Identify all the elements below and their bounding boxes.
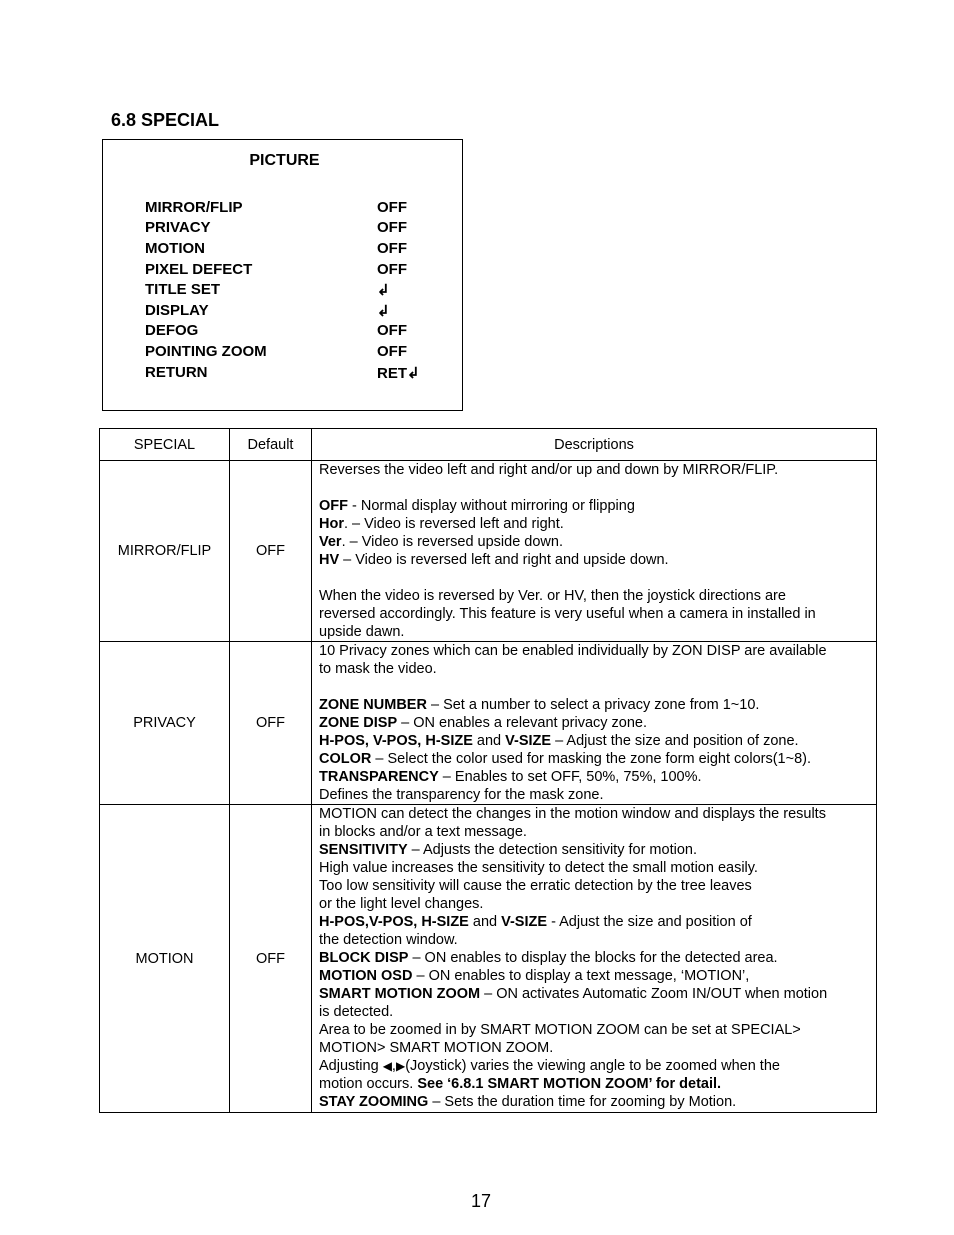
description-line: to mask the video. bbox=[319, 661, 437, 677]
column-header-special: SPECIAL bbox=[100, 429, 230, 461]
description-line: Reverses the video left and right and/or up and down by MIRROR/FLIP. bbox=[319, 462, 779, 478]
osd-row bbox=[145, 261, 445, 281]
page-number: 17 bbox=[470, 1191, 492, 1211]
osd-row-label: PRIVACY bbox=[145, 219, 211, 236]
osd-row bbox=[145, 219, 445, 239]
osd-row-value: OFF bbox=[377, 343, 407, 360]
row-setting-name: PRIVACY bbox=[100, 642, 230, 805]
osd-row-value: OFF bbox=[377, 219, 407, 236]
special-settings-table bbox=[99, 428, 877, 1113]
osd-row-value: RET↲ bbox=[377, 365, 420, 382]
section-title: 6.8 SPECIAL bbox=[111, 110, 220, 130]
description-line: HV – Video is reversed left and right and upside down. bbox=[319, 552, 669, 568]
osd-row-label: PIXEL DEFECT bbox=[145, 261, 253, 278]
osd-row bbox=[145, 199, 445, 219]
description-line: motion occurs. See ‘6.8.1 SMART MOTION ZOOM’ for detail. bbox=[319, 1076, 722, 1092]
osd-row bbox=[145, 364, 445, 384]
description-line: MOTION> SMART MOTION ZOOM. bbox=[319, 1040, 554, 1056]
table-row-motion bbox=[100, 805, 877, 1113]
osd-menu-box bbox=[102, 139, 463, 411]
table-header-row bbox=[100, 429, 877, 461]
description-line: SMART MOTION ZOOM – ON activates Automatic Zoom IN/OUT when motion bbox=[319, 986, 828, 1002]
description-line: H-POS, V-POS, H-SIZE and V-SIZE – Adjust the size and position of zone. bbox=[319, 733, 799, 749]
description-line: or the light level changes. bbox=[319, 896, 484, 912]
description-line: is detected. bbox=[319, 1004, 394, 1020]
triangle-right-icon: ▶ bbox=[395, 1059, 406, 1073]
osd-row-value: OFF bbox=[377, 240, 407, 257]
description-line: ZONE NUMBER – Set a number to select a privacy zone from 1~10. bbox=[319, 697, 760, 713]
osd-row-label: TITLE SET bbox=[145, 281, 220, 298]
description-line: MOTION can detect the changes in the motion window and displays the results bbox=[319, 806, 826, 822]
osd-row-label: MIRROR/FLIP bbox=[145, 199, 243, 216]
description-line: BLOCK DISP – ON enables to display the blocks for the detected area. bbox=[319, 950, 778, 966]
osd-row-value: OFF bbox=[377, 199, 407, 216]
osd-menu-title: PICTURE bbox=[249, 152, 320, 169]
table-row-mirror-flip bbox=[100, 461, 877, 642]
osd-row-value: ↲ bbox=[377, 303, 390, 320]
osd-row-label: RETURN bbox=[145, 364, 208, 381]
row-default-value: OFF bbox=[230, 805, 312, 1113]
description-line: reversed accordingly. This feature is very useful when a camera in installed in bbox=[319, 606, 816, 622]
description-line: STAY ZOOMING – Sets the duration time for zooming by Motion. bbox=[319, 1094, 737, 1110]
row-description bbox=[312, 461, 877, 642]
description-line: SENSITIVITY – Adjusts the detection sensitivity for motion. bbox=[319, 842, 697, 858]
column-header-descriptions: Descriptions bbox=[312, 429, 877, 461]
description-line: Defines the transparency for the mask zone. bbox=[319, 787, 604, 803]
description-line: TRANSPARENCY – Enables to set OFF, 50%, 75%, 100%. bbox=[319, 769, 702, 785]
osd-row-label: MOTION bbox=[145, 240, 205, 257]
description-line: 10 Privacy zones which can be enabled individually by ZON DISP are available bbox=[319, 643, 827, 659]
description-line: High value increases the sensitivity to detect the small motion easily. bbox=[319, 860, 758, 876]
description-line: Adjusting ◀,▶(Joystick) varies the viewing angle to be zoomed when the bbox=[319, 1058, 780, 1074]
osd-row-value: OFF bbox=[377, 261, 407, 278]
description-line: Ver. – Video is reversed upside down. bbox=[319, 534, 563, 550]
osd-row bbox=[145, 240, 445, 260]
osd-row bbox=[145, 281, 445, 301]
description-line: Hor. – Video is reversed left and right. bbox=[319, 516, 564, 532]
osd-row-label: POINTING ZOOM bbox=[145, 343, 267, 360]
osd-row-label: DEFOG bbox=[145, 322, 199, 339]
row-setting-name: MOTION bbox=[100, 805, 230, 1113]
description-line: OFF - Normal display without mirroring or flipping bbox=[319, 498, 635, 514]
osd-row bbox=[145, 302, 445, 322]
description-line: in blocks and/or a text message. bbox=[319, 824, 527, 840]
row-setting-name: MIRROR/FLIP bbox=[100, 461, 230, 642]
osd-row bbox=[145, 322, 445, 342]
row-description bbox=[312, 642, 877, 805]
description-line: upside dawn. bbox=[319, 624, 405, 640]
description-line: H-POS,V-POS, H-SIZE and V-SIZE - Adjust the size and position of bbox=[319, 914, 752, 930]
triangle-left-icon: ◀ bbox=[382, 1059, 392, 1073]
row-description bbox=[312, 805, 877, 1113]
description-line: MOTION OSD – ON enables to display a text message, ‘MOTION’, bbox=[319, 968, 750, 984]
osd-row bbox=[145, 343, 445, 363]
column-header-default: Default bbox=[230, 429, 312, 461]
osd-row-value: ↲ bbox=[377, 282, 390, 299]
description-line: COLOR – Select the color used for masking the zone form eight colors(1~8). bbox=[319, 751, 812, 767]
osd-row-label: DISPLAY bbox=[145, 302, 209, 319]
osd-row-value: OFF bbox=[377, 322, 407, 339]
table-row-privacy bbox=[100, 642, 877, 805]
description-line: Too low sensitivity will cause the erratic detection by the tree leaves bbox=[319, 878, 752, 894]
row-default-value: OFF bbox=[230, 461, 312, 642]
description-line: ZONE DISP – ON enables a relevant privacy zone. bbox=[319, 715, 648, 731]
description-line: the detection window. bbox=[319, 932, 458, 948]
row-default-value: OFF bbox=[230, 642, 312, 805]
description-line: Area to be zoomed in by SMART MOTION ZOOM can be set at SPECIAL> bbox=[319, 1022, 801, 1038]
description-line: When the video is reversed by Ver. or HV, then the joystick directions are bbox=[319, 588, 786, 604]
